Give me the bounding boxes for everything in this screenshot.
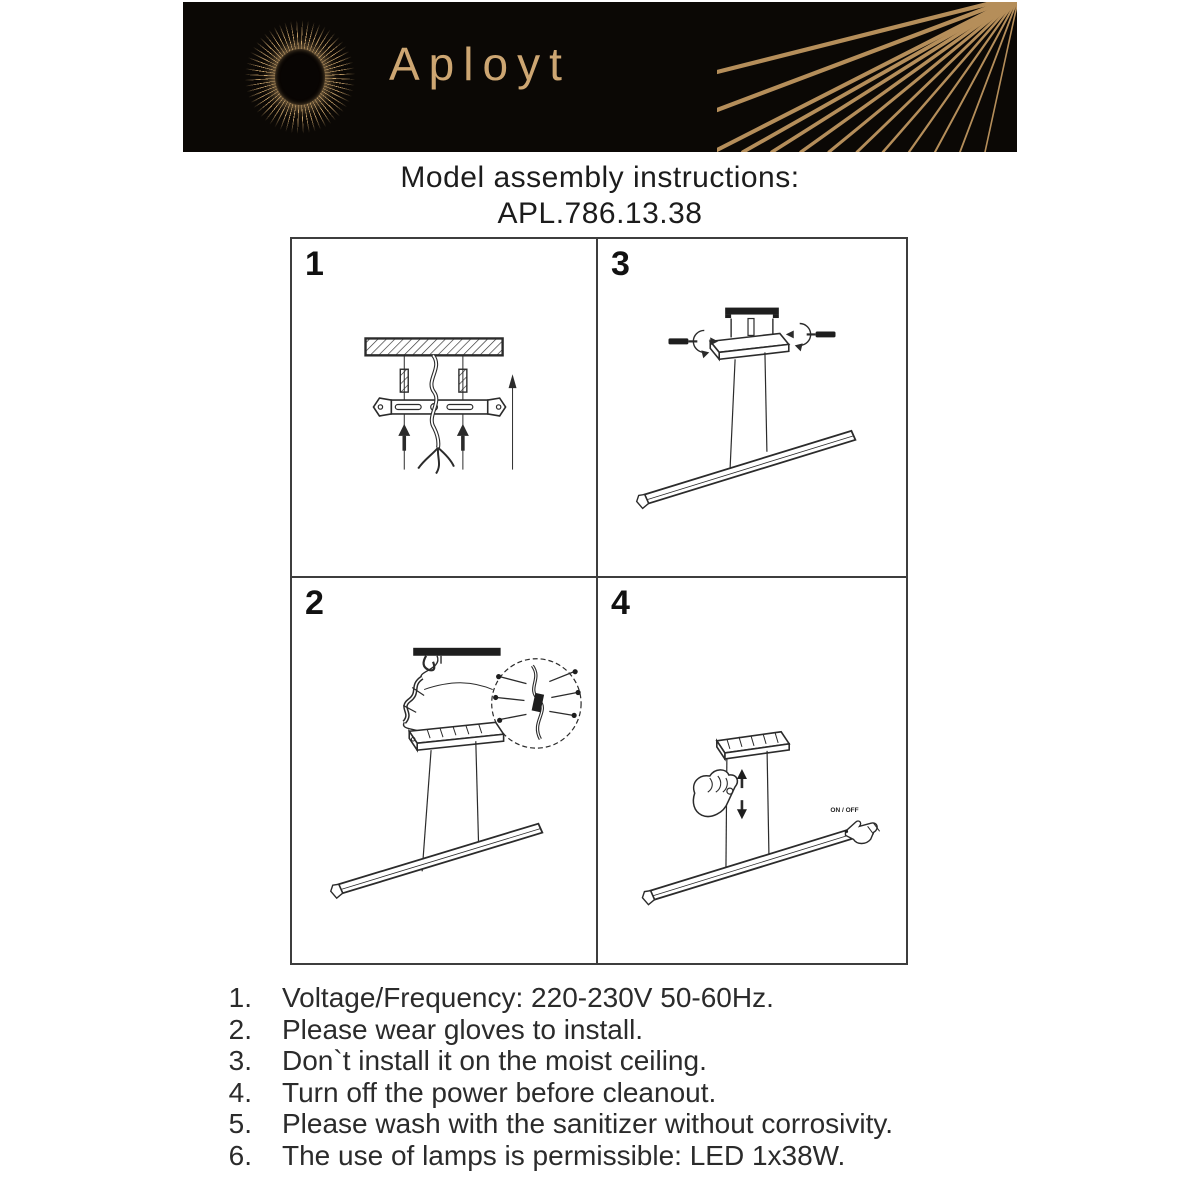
instruction-grid — [290, 237, 908, 965]
list-item — [0, 1108, 1200, 1140]
model-number: APL.786.13.38 — [497, 197, 703, 230]
diagram-step-4-adjust-switch — [598, 578, 906, 963]
diagram-step-1-ceiling-bracket — [292, 239, 596, 576]
panel-step-4 — [598, 578, 906, 963]
panel-number: 4 — [611, 584, 630, 622]
sunburst-logo-icon — [231, 6, 369, 148]
list-item-number: 5. — [228, 1108, 252, 1139]
list-item — [0, 1045, 1200, 1077]
list-item — [0, 1077, 1200, 1109]
list-item-number: 2. — [228, 1013, 252, 1045]
panel-step-3 — [598, 239, 906, 578]
rays-decoration-icon — [717, 2, 1017, 152]
list-item — [0, 1014, 1200, 1046]
list-item-text: Don`t install it on the moist ceiling. — [282, 1045, 707, 1076]
list-item-text: Voltage/Frequency: 220-230V 50-60Hz. — [282, 982, 774, 1013]
panel-step-1 — [292, 239, 598, 578]
diagram-step-3-screw-fixing — [598, 239, 906, 576]
list-item-number: 4. — [228, 1076, 252, 1108]
list-item-text: Turn off the power before cleanout. — [282, 1076, 717, 1108]
brand-banner — [183, 2, 1017, 152]
panel-number: 3 — [611, 245, 630, 283]
list-item-number: 6. — [228, 1139, 252, 1171]
diagram-step-2-wiring — [292, 578, 596, 963]
panel-step-2 — [292, 578, 598, 963]
panel-number: 1 — [305, 245, 324, 283]
list-item-number: 1. — [228, 982, 252, 1013]
sunburst-core — [275, 49, 325, 105]
list-item-number: 3. — [228, 1045, 252, 1076]
instructions-list — [0, 982, 1200, 1171]
title-block — [0, 160, 1200, 232]
list-item-text: Please wear gloves to install. — [282, 1013, 644, 1045]
brand-wordmark: Aployt — [389, 38, 571, 90]
list-item-text: Please wash with the sanitizer without corrosivity. — [282, 1108, 894, 1139]
list-item — [0, 982, 1200, 1014]
page-title: Model assembly instructions: — [400, 161, 800, 194]
on-off-label: ON / OFF — [830, 807, 859, 815]
list-item-text: The use of lamps is permissible: LED 1x38W. — [282, 1139, 846, 1171]
panel-number: 2 — [305, 584, 324, 622]
list-item — [0, 1140, 1200, 1172]
